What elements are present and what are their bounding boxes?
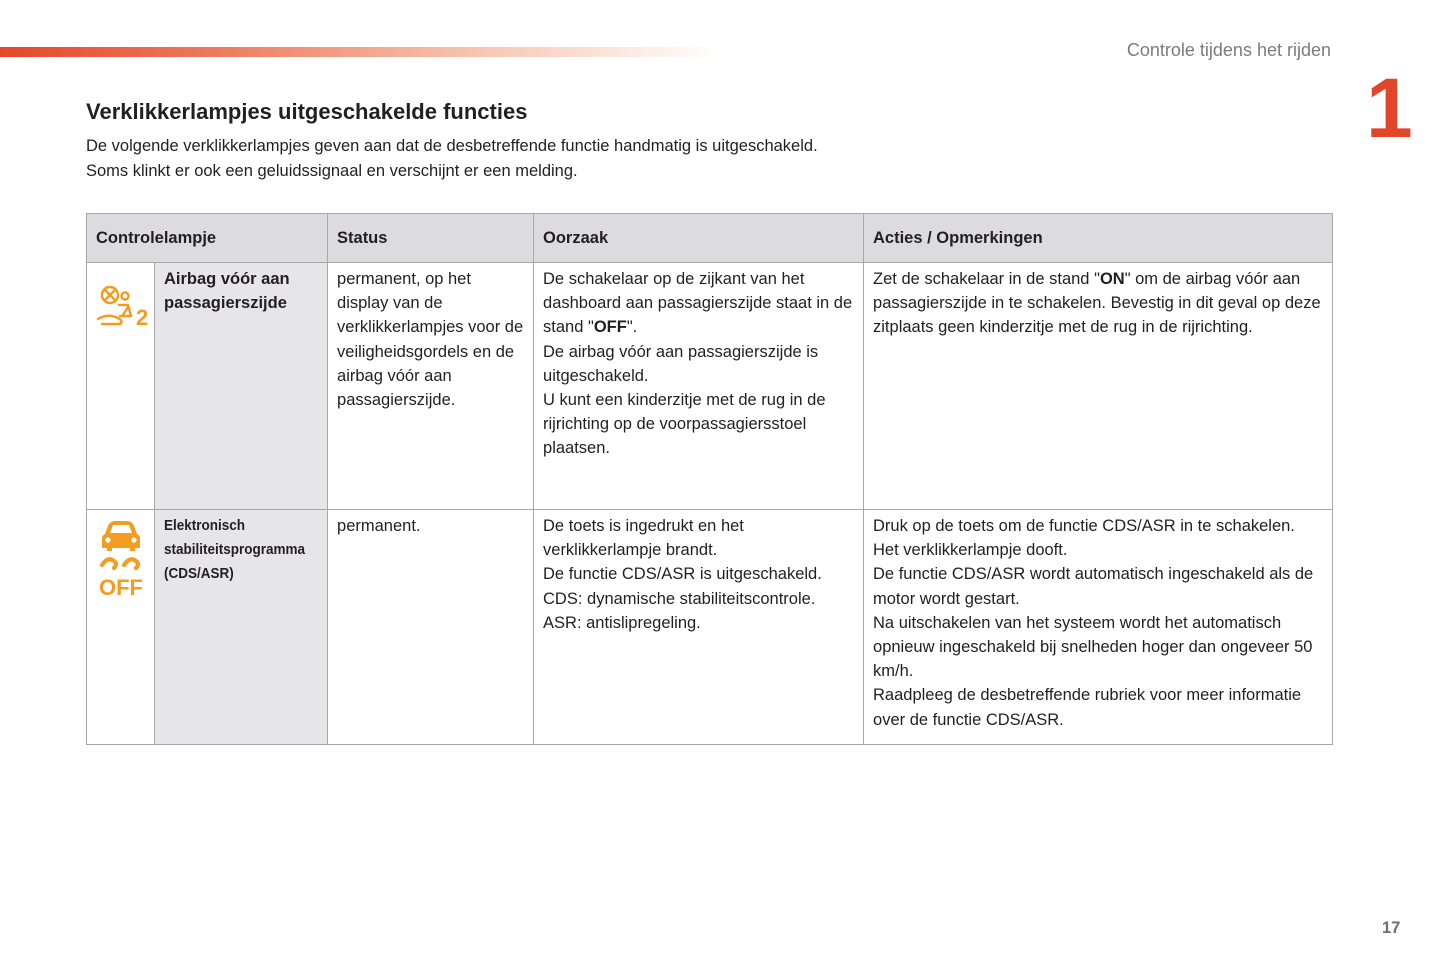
cause-text: CDS: dynamische stabiliteitscontrole. (543, 589, 816, 608)
table-row (87, 263, 1333, 510)
actions-cell (864, 263, 1333, 510)
header-status: Status (328, 214, 534, 263)
lamp-icon-cell (87, 263, 155, 510)
actions-text: Na uitschakelen van het systeem wordt het automatisch opnieuw ingeschakeld bij snelheden hoger dan ongeveer 50 km/h. (873, 613, 1313, 681)
lamp-icon-cell (87, 510, 155, 745)
cause-text: De functie CDS/ASR is uitgeschakeld. (543, 565, 822, 584)
status-cell: permanent, op het display van de verklikkerlampjes voor de veiligheidsgordels en de airbag vóór aan passagierszijde. (328, 263, 534, 510)
actions-text: Zet de schakelaar in de stand " (873, 270, 1100, 288)
lamp-name-cell (155, 510, 328, 745)
intro-line-1: De volgende verklikkerlampjes geven aan dat de desbetreffende functie handmatig is uitgeschakeld. (86, 137, 818, 155)
header-actions: Acties / Opmerkingen (864, 214, 1333, 263)
cause-text: De schakelaar op de zijkant van het dashboard aan passagierszijde staat in de stand " (543, 270, 853, 337)
chapter-number: 1 (1366, 61, 1411, 155)
cause-text: ". (626, 318, 638, 337)
lamp-name: Airbag vóór aan passagierszijde (155, 263, 328, 510)
airbag-off-icon (94, 283, 148, 331)
svg-text:2: 2 (135, 305, 148, 330)
esp-off-label: OFF (98, 575, 143, 598)
section-title: Controle tijdens het rijden (1126, 40, 1331, 60)
header-cause: Oorzaak (534, 214, 864, 263)
actions-text: De functie CDS/ASR wordt automatisch ingeschakeld als de motor wordt gestart. (873, 565, 1314, 608)
intro-text (86, 134, 818, 183)
cause-text: De airbag vóór aan passagierszijde is uitgeschakeld. (543, 342, 819, 385)
lamp-name: Elektronisch stabiliteitsprogramma (CDS/ASR) (164, 517, 306, 582)
actions-text: Raadpleeg de desbetreffende rubriek voor meer informatie over de functie CDS/ASR. (873, 686, 1302, 729)
header-accent-bar (0, 47, 720, 57)
page-number: 17 (1382, 919, 1401, 937)
cause-cell (534, 510, 864, 745)
status-cell: permanent. (328, 510, 534, 745)
actions-text: Druk op de toets om de functie CDS/ASR in te schakelen. Het verklikkerlampje dooft. (873, 517, 1295, 560)
cause-text: ASR: antislipregeling. (543, 613, 701, 632)
actions-text: " om de airbag vóór aan passagierszijde in te schakelen. Bevestig in dit geval op deze zitplaats geen kinderzitje met de rug in de rijrichting. (873, 270, 1321, 337)
intro-line-2: Soms klinkt er ook een geluidssignaal en verschijnt er een melding. (86, 161, 578, 180)
actions-bold: ON (1099, 270, 1125, 288)
warning-lamps-table (86, 213, 1333, 745)
cause-text: De toets is ingedrukt en het verklikkerlampje brandt. (543, 517, 744, 560)
cause-cell (534, 263, 864, 510)
actions-cell (864, 510, 1333, 745)
page-heading: Verklikkerlampjes uitgeschakelde functies (86, 99, 528, 124)
cause-text: U kunt een kinderzitje met de rug in de rijrichting op de voorpassagiersstoel plaatsen. (543, 391, 826, 458)
esp-off-icon (96, 518, 146, 598)
table-row (87, 510, 1333, 745)
cause-bold: OFF (593, 318, 627, 337)
table-header-row (87, 214, 1333, 263)
header-lamp: Controlelampje (87, 214, 328, 263)
